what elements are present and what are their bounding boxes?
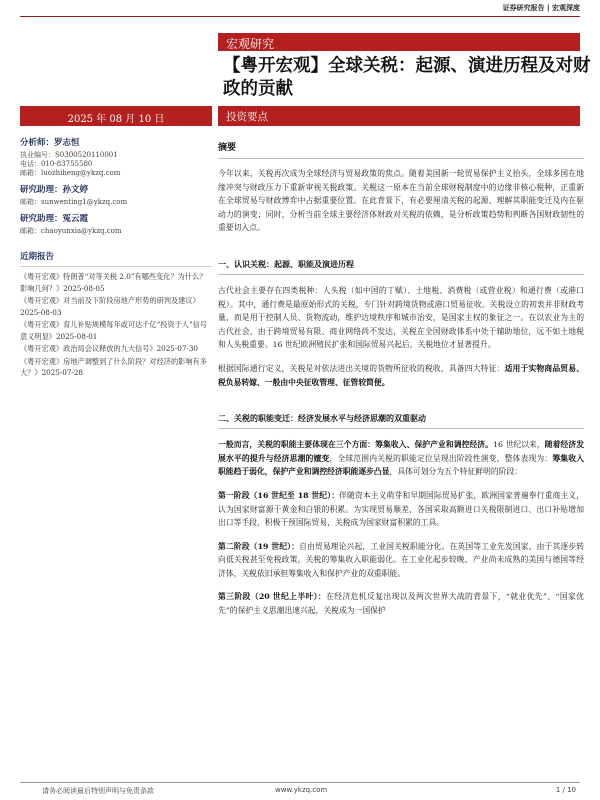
abstract-heading: 摘要: [218, 140, 584, 159]
stage-text: 自由贸易理论兴起，工业国关税职能分化。在英国等工业先发国家，由于其逐步转向低关税甚至免税政策，关税的筹集收入职能弱化。在工业化起步较晚、产业尚未成熟的美国与德国等经济体，关税依旧承担筹集收入和保护产业的双重职能。: [218, 541, 584, 578]
disclaimer-link[interactable]: 请务必阅读最后特别声明与免责条款: [42, 787, 154, 795]
page-header: [0, 0, 600, 16]
section-heading-2: 二、关税的职能变迁：经济发展水平与经济思潮的双重驱动: [218, 413, 584, 429]
report-title: 【粤开宏观】全球关税：起源、演进历程及对财政的贡献: [223, 56, 591, 99]
stage-paragraph: [218, 489, 584, 530]
page-footer: [20, 782, 580, 795]
section1-paragraph: 古代社会主要存在四类税种：人头税（如中国的丁赋）、土地税、消费税（或营业税）和通行费（或港口税）。其中，通行费是最原始形式的关税，专门针对跨境货物或港口贸易征收。关税设立的初衷并非财政考量，而是用于控制人员、货物流动，维护边境秩序和城市治安，是国家主权的象征之一。在以农业为主的古代社会，由于跨境贸易有限、商业网络尚不发达，关税在全国财政体系中处于辅助地位，远不如土地税和人头税重要。16 世纪欧洲殖民扩张和国际贸易兴起后，关税地位才显著提升。: [218, 285, 584, 350]
assistant-name: 研究助理：孙文婷: [20, 185, 89, 195]
section-heading-1: 一、认识关税：起源、职能及演进历程: [218, 259, 584, 275]
text-run: 根据国际通行定义，关税是对依法进出关境的货物所征收的税收，具备四大特征：: [218, 363, 505, 373]
assistant-email[interactable]: 邮箱：sunwenting1@ykzq.com: [20, 198, 128, 206]
analyst-cert: 执业编号：S0300520110001: [20, 151, 118, 159]
analyst-name: 分析师：罗志恒: [20, 138, 80, 148]
assistant-email[interactable]: 邮箱：chaoyunxia@ykzq.com: [20, 227, 122, 235]
stage-label: 第二阶段（19 世纪）：: [218, 541, 300, 551]
recent-reports-title: 近期报告: [20, 252, 212, 267]
section2-paragraph: [218, 438, 584, 479]
website-link[interactable]: www.ykzq.com: [275, 786, 328, 794]
recent-report-link[interactable]: 《粤开宏观》育儿补贴规模每年或可达千亿“投资于人”信号意义明显》2025-08-01: [20, 320, 208, 341]
stage-paragraph: [218, 540, 584, 581]
text-run: 16 世纪以来，: [493, 440, 545, 450]
text-run: ，全球范围内关税的职能定位呈现出阶段性演变，整体表现为：: [329, 453, 553, 463]
section1-paragraph-features: [218, 362, 584, 389]
analyst-block: [20, 138, 212, 178]
analyst-phone: 电话：010-83755580: [20, 160, 93, 168]
analyst-email[interactable]: 邮箱：luozhiheng@ykzq.com: [20, 169, 121, 177]
section-banner: 投资要点: [218, 106, 580, 126]
stage-label: 第一阶段（16 世纪至 18 世纪）：: [218, 490, 340, 500]
assistant-name: 研究助理：冤云霞: [20, 214, 89, 224]
stage-text: 伴随资本主义萌芽和早期国际贸易扩张，欧洲国家普遍奉行重商主义，认为国家财富源于黄金和白银的积累。为实现贸易顺差，各国采取高额进口关税限制进口、出口补贴增加出口等手段，积极干预国际贸易，关税成为国家财富积累的工具。: [218, 490, 584, 528]
header-rule: [20, 16, 580, 17]
recent-report-link[interactable]: 《粤开宏观》特朗普“对等关税 2.0”有哪些变化？为什么？影响几何？》2025-08-05: [20, 272, 207, 293]
assistant-block: [20, 185, 212, 207]
page-number: 1 / 10: [555, 786, 576, 794]
bold-run: 一般而言，关税的职能主要体现在三个方面：筹集收入、保护产业和调控经济。: [218, 440, 494, 450]
main-content: [218, 140, 584, 628]
stage-paragraph: [218, 590, 584, 617]
stage-label: 第三阶段（20 世纪上半叶）：: [218, 592, 327, 602]
recent-report-link[interactable]: 《粤开宏观》对当前及下阶段房地产形势的研判及建议》2025-08-03: [20, 296, 200, 317]
recent-report-link[interactable]: 《粤开宏观》政治局会议释放的九大信号》2025-07-30: [20, 344, 199, 353]
report-type-label: 证券研究报告 | 宏观深度: [502, 4, 580, 12]
bold-run: 适用于实物商品贸易、税负易转嫁、一般由中央征收管理、征管较简便。: [218, 363, 584, 387]
text-run: ，具体可划分为五个特征鲜明的阶段：: [389, 467, 523, 477]
date-banner: 2025 年 08 月 10 日: [20, 106, 212, 126]
bold-run: 筹集收入职能趋于弱化，保护产业和调控经济职能逐步凸显: [218, 453, 585, 477]
abstract-paragraph: 今年以来，关税再次成为全球经济与贸易政策的焦点。随着美国新一轮贸易保护主义抬头，全球多国在地缘冲突与财政压力下重新审视关税政策。关税这一原本在当前全球财税制度中的边缘非核心税种，正重新在全球贸易与财政博弈中占据重要位置。在此背景下，有必要厘清关税的起源、理解其职能变迁及内在驱动力的演变；同时，分析当前全球主要经济体财政对关税的依赖，是分析政策趋势和判断各国财政韧性的重要切入点。: [218, 169, 584, 233]
category-banner: 宏观研究: [218, 33, 580, 51]
sidebar: [20, 138, 212, 380]
bold-run: 随着经济发展水平的提升与经济思潮的嬗变: [218, 440, 584, 463]
recent-report-link[interactable]: 《粤开宏观》房地产调整到了什么阶段？对经济的影响有多大？》2025-07-28: [20, 356, 207, 377]
assistant-block: [20, 214, 212, 236]
stage-text: 在经济危机反复出现以及两次世界大战的背景下，“就业优先”、“国家优先”的保护主义思潮迅速兴起，关税成为一国保护: [218, 592, 584, 616]
